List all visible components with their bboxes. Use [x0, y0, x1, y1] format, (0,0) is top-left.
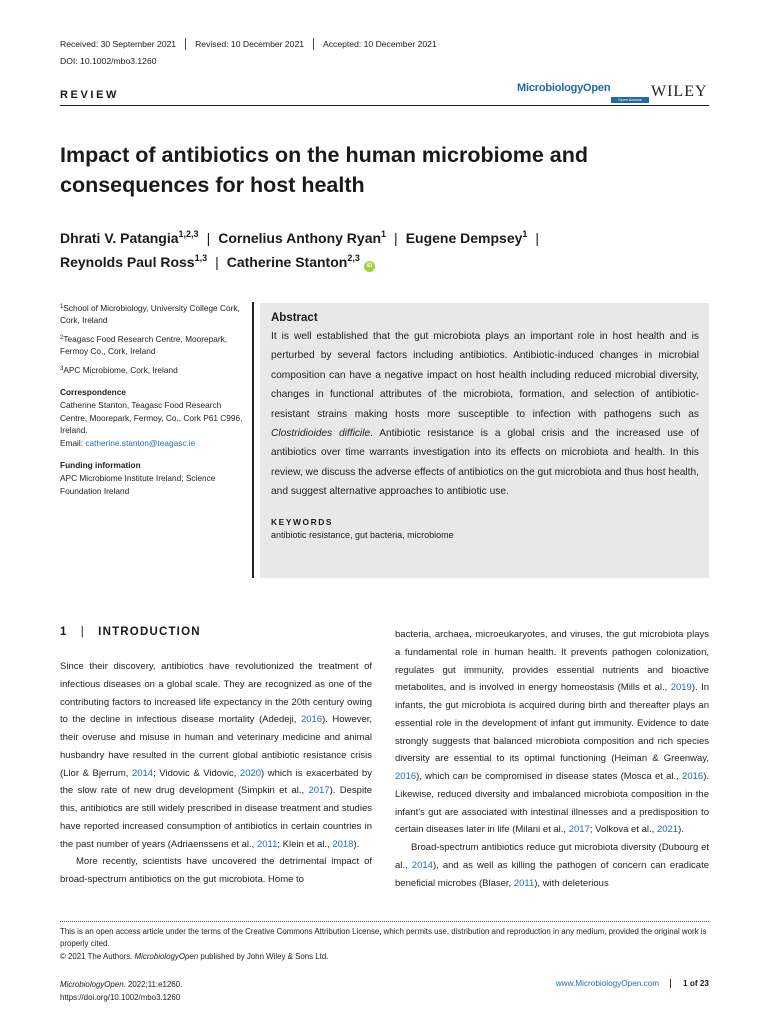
citation-link[interactable]: 2021: [656, 824, 679, 836]
article-info-sidebar: [60, 302, 245, 503]
journal-logo-text: MicrobiologyOpen: [517, 82, 611, 94]
citation-link[interactable]: 2014: [131, 767, 154, 779]
author-separator: |: [215, 254, 219, 270]
correspondence-text: Catherine Stanton, Teagasc Food Research Centre, Moorepark, Fermoy, Co., Cork P61 C996, Ireland. Email: catherine.stanton@teagasc.ie: [60, 400, 243, 448]
citation: MicrobiologyOpen. 2022;11:e1260. https://doi.org/10.1002/mbo3.1260: [60, 980, 183, 1002]
open-access-badge: Open Access: [611, 97, 649, 103]
paragraph: Broad-spectrum antibiotics reduce gut microbiota diversity (Dubourg et al., 2014), and as well as killing the pathogen of concern can eradicate beneficial microbes (Blaser, 2011), with deleterious: [395, 842, 710, 889]
citation-link[interactable]: 2017: [308, 785, 330, 797]
author-separator: |: [206, 230, 211, 246]
author[interactable]: Reynolds Paul Ross$^{1,3}$: [60, 253, 208, 270]
citation-link[interactable]: 2016: [682, 771, 704, 782]
citation-link[interactable]: 2011: [256, 838, 278, 850]
citation-link[interactable]: 2020: [239, 767, 262, 779]
correspondence-heading: Correspondence: [60, 387, 126, 398]
affiliation: $^1$School of Microbiology, University College Cork, Cork, Ireland: [60, 303, 240, 326]
accepted-date: Accepted: 10 December 2021: [313, 38, 446, 50]
citation-link[interactable]: 2019: [670, 682, 692, 694]
abstract-rule: [252, 302, 254, 578]
license-notice: This is an open access article under the terms of the Creative Commons Attribution License, which permits use, distribution and reproduction in any medium, provided the original work is properly cited. © 2021 The Authors. MicrobiologyOpen published by John Wiley & Sons Ltd.: [60, 927, 707, 961]
section-label: REVIEW: [60, 89, 119, 101]
funding-heading: Funding information: [60, 460, 141, 471]
citation-link[interactable]: 2016: [395, 771, 417, 782]
publisher-logo[interactable]: WILEY: [651, 83, 708, 100]
abstract-heading: Abstract: [271, 312, 318, 324]
revised-date: Revised: 10 December 2021: [185, 38, 313, 50]
email-link[interactable]: catherine.stanton@teagasc.ie: [85, 437, 196, 448]
citation-link[interactable]: 2017: [568, 824, 590, 836]
citation-link[interactable]: 2016: [300, 714, 323, 726]
citation-link[interactable]: 2011: [513, 877, 535, 889]
journal-website-link[interactable]: www.MicrobiologyOpen.com: [556, 979, 671, 988]
author-separator: |: [535, 230, 540, 246]
body-column-right: [395, 626, 709, 892]
header-rule: [60, 105, 709, 106]
paragraph: Since their discovery, antibiotics have revolutionized the treatment of infectious diseases on a global scale. They are recognized as one of the contributing factors to increased life expectancy in the 20th century owing to the decline in infectious disease mortality (Adedeji, 2016). However, their overuse and misuse in human and veterinary medicine and animal husbandry have resulted in the current global antibiotic resistance crisis (Llor & Bjerrum, 2014; Vidovic & Vidovic, 2020) which is exacerbated by the slow rate of new drug development (Simpkin et al., 2017). Despite this, antibiotics are still widely prescribed in disease treatment and studies have reported increased consumption of antibiotics in certain countries in the past number of years (Adriaenssens et al., 2011; Klein et al., 2018).: [60, 661, 373, 850]
author[interactable]: Catherine Stanton$^{2,3}$: [226, 253, 360, 270]
footer-divider: [60, 921, 709, 922]
affiliation: $^3$APC Microbiome, Cork, Ireland: [60, 364, 178, 375]
author[interactable]: Cornelius Anthony Ryan$^1$: [218, 229, 387, 246]
doi-url[interactable]: https://doi.org/10.1002/mbo3.1260: [60, 993, 181, 1002]
abstract-text: It is well established that the gut microbiota plays an important role in host health and is perturbed by several factors including antibiotics. Antibiotic-induced changes in microbial composition can have a negative impact on host health including reduced microbial diversity, changes in functional attributes of the microbiota, formation, and selection of antibiotic-resistant strains making hosts more susceptible to infection with pathogens such as Clostridioides difficile. Antibiotic resistance is a global crisis and the increased use of antibiotics over time warrants investigation into its effects on microbiota and health. In this review, we discuss the adverse effects of antibiotics on the gut microbiota and thus host health, and suggest alternative approaches to antibiotic use.: [271, 331, 699, 498]
funding-text: APC Microbiome Institute Ireland; Science Foundation Ireland: [60, 473, 216, 496]
page-footer-right: [532, 979, 709, 988]
citation-link[interactable]: 2018: [332, 838, 354, 850]
article-dates: [60, 38, 446, 50]
keywords-heading: KEYWORDS: [271, 516, 334, 527]
affiliation: $^2$Teagasc Food Research Centre, Moorepark, Fermoy Co., Cork, Ireland: [60, 333, 228, 357]
author[interactable]: Eugene Dempsey$^1$: [405, 229, 528, 246]
paragraph: bacteria, archaea, microeukaryotes, and viruses, the gut microbiota plays a fundamental role in human health. It prevents pathogen colonization, regulates gut immunity, provides essential nutrients and bioactive metabolites, and is involved in energy homeostasis (Mills et al., 2019). In infants, the gut microbiota is acquired during birth and thereafter plays an essential role in the development of infant gut immunity. Evidence to date strongly suggests that balanced microbiota composition and rich species diversity are essential to its optimal functioning (Heiman & Greenway, 2016), which can be compromised in disease states (Mosca et al., 2016). Likewise, reduced diversity and imbalanced microbiota composition in the infant's gut are associated with intestinal illnesses and a predisposition to certain diseases later in life (Milani et al., 2017; Volkova et al., 2021).: [395, 629, 709, 836]
article-title: Impact of antibiotics on the human microbiome and consequences for host health: [60, 143, 588, 197]
citation-link[interactable]: 2014: [411, 859, 433, 871]
author-list: [60, 226, 720, 274]
body-column-left: [60, 658, 372, 889]
author-separator: |: [394, 230, 398, 246]
received-date: Received: 30 September 2021: [60, 39, 177, 49]
author[interactable]: Dhrati V. Patangia$^{1,2,3}$: [60, 229, 199, 246]
orcid-icon[interactable]: iD: [364, 261, 375, 272]
doi[interactable]: DOI: 10.1002/mbo3.1260: [60, 56, 157, 66]
keywords: antibiotic resistance, gut bacteria, microbiome: [271, 529, 454, 540]
paragraph: More recently, scientists have uncovered the detrimental impact of broad-spectrum antibiotics on the gut microbiota. Home to: [60, 856, 372, 885]
abstract-box: [260, 303, 709, 578]
page-number: 1 of 23: [683, 979, 709, 988]
section-heading: 1 | INTRODUCTION: [60, 626, 201, 638]
